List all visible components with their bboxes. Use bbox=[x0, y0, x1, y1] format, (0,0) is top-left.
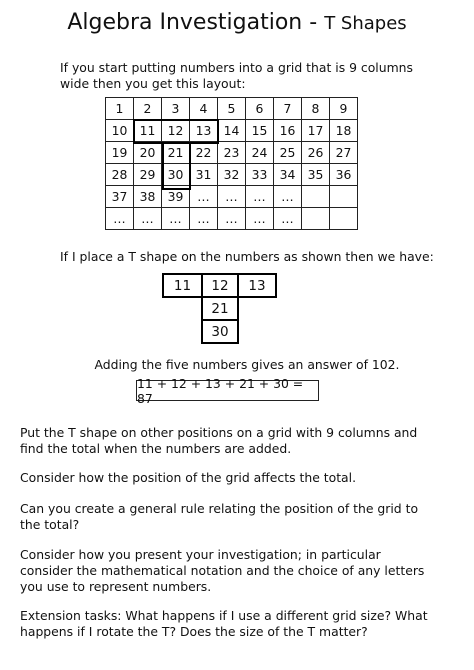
grid-cell: 2 bbox=[134, 98, 162, 120]
adding-text: Adding the five numbers gives an answer of 102. bbox=[94, 357, 400, 372]
grid-cell: 13 bbox=[190, 120, 218, 142]
grid-cell: 4 bbox=[190, 98, 218, 120]
grid-row bbox=[106, 164, 358, 186]
grid-cell bbox=[330, 208, 358, 230]
grid-cell: … bbox=[106, 208, 134, 230]
grid-cell: 3 bbox=[162, 98, 190, 120]
grid-cell bbox=[302, 208, 330, 230]
grid-cell: 15 bbox=[246, 120, 274, 142]
grid-row bbox=[106, 120, 358, 142]
grid-cell: … bbox=[274, 208, 302, 230]
grid-cell: … bbox=[190, 186, 218, 208]
grid-cell: … bbox=[274, 186, 302, 208]
title-subtitle: T Shapes bbox=[324, 13, 407, 34]
t-cell: 13 bbox=[237, 273, 277, 298]
grid-cell: … bbox=[218, 186, 246, 208]
page-title bbox=[0, 10, 474, 37]
grid-cell: 35 bbox=[302, 164, 330, 186]
grid-cell: 38 bbox=[134, 186, 162, 208]
paragraph: Consider how the position of the grid affects the total. bbox=[20, 470, 357, 485]
grid-cell: … bbox=[246, 186, 274, 208]
grid-cell: 32 bbox=[218, 164, 246, 186]
grid-cell: 19 bbox=[106, 142, 134, 164]
grid-cell: 36 bbox=[330, 164, 358, 186]
grid-cell: 12 bbox=[162, 120, 190, 142]
grid-cell: 25 bbox=[274, 142, 302, 164]
grid-row bbox=[106, 208, 358, 230]
grid-cell: 11 bbox=[134, 120, 162, 142]
title-separator: - bbox=[302, 10, 325, 35]
grid-row bbox=[106, 186, 358, 208]
sum-box: 11 + 12 + 13 + 21 + 30 = 87 bbox=[136, 380, 319, 401]
grid-cell: 7 bbox=[274, 98, 302, 120]
grid-cell: 39 bbox=[162, 186, 190, 208]
grid-cell: 33 bbox=[246, 164, 274, 186]
grid-cell: 31 bbox=[190, 164, 218, 186]
grid-row bbox=[106, 98, 358, 120]
grid-cell: 28 bbox=[106, 164, 134, 186]
t-cell: 11 bbox=[162, 273, 203, 298]
grid-cell: … bbox=[246, 208, 274, 230]
grid-row bbox=[106, 142, 358, 164]
grid-cell: 17 bbox=[302, 120, 330, 142]
grid-cell: 23 bbox=[218, 142, 246, 164]
grid-cell: 9 bbox=[330, 98, 358, 120]
paragraph: Consider how you present your investigation; in particular consider the mathematical notation and the choice of any letters you use to represent numbers. bbox=[20, 547, 425, 594]
grid-cell: 16 bbox=[274, 120, 302, 142]
grid-cell: … bbox=[162, 208, 190, 230]
paragraph: Put the T shape on other positions on a grid with 9 columns and find the total when the numbers are added. bbox=[20, 425, 418, 456]
grid-cell: … bbox=[218, 208, 246, 230]
grid-cell: 26 bbox=[302, 142, 330, 164]
paragraph: Extension tasks: What happens if I use a different grid size? What happens if I rotate the T? Does the size of the T matter? bbox=[20, 608, 428, 639]
grid-cell: 34 bbox=[274, 164, 302, 186]
grid-cell: 27 bbox=[330, 142, 358, 164]
t-cell: 12 bbox=[201, 273, 239, 298]
grid-cell bbox=[302, 186, 330, 208]
grid-cell: 1 bbox=[106, 98, 134, 120]
grid-cell: 18 bbox=[330, 120, 358, 142]
grid-cell: 10 bbox=[106, 120, 134, 142]
grid-cell: 21 bbox=[162, 142, 190, 164]
t-cell: 21 bbox=[201, 296, 239, 321]
grid-cell: 5 bbox=[218, 98, 246, 120]
grid-cell: 37 bbox=[106, 186, 134, 208]
grid-cell: 29 bbox=[134, 164, 162, 186]
grid-cell: 22 bbox=[190, 142, 218, 164]
grid-cell: … bbox=[134, 208, 162, 230]
grid-cell: 30 bbox=[162, 164, 190, 186]
title-main: Algebra Investigation bbox=[67, 10, 303, 35]
grid-cell: 20 bbox=[134, 142, 162, 164]
grid-cell: 14 bbox=[218, 120, 246, 142]
grid-cell: 24 bbox=[246, 142, 274, 164]
t-cell: 30 bbox=[201, 319, 239, 344]
intro-text: If you start putting numbers into a grid that is 9 columns wide then you get this layout: bbox=[60, 60, 413, 91]
grid-cell: … bbox=[190, 208, 218, 230]
number-grid bbox=[105, 97, 358, 230]
t-shape-intro: If I place a T shape on the numbers as shown then we have: bbox=[60, 249, 434, 264]
grid-cell bbox=[330, 186, 358, 208]
grid-cell: 6 bbox=[246, 98, 274, 120]
paragraph: Can you create a general rule relating the position of the grid to the total? bbox=[20, 501, 419, 532]
grid-cell: 8 bbox=[302, 98, 330, 120]
